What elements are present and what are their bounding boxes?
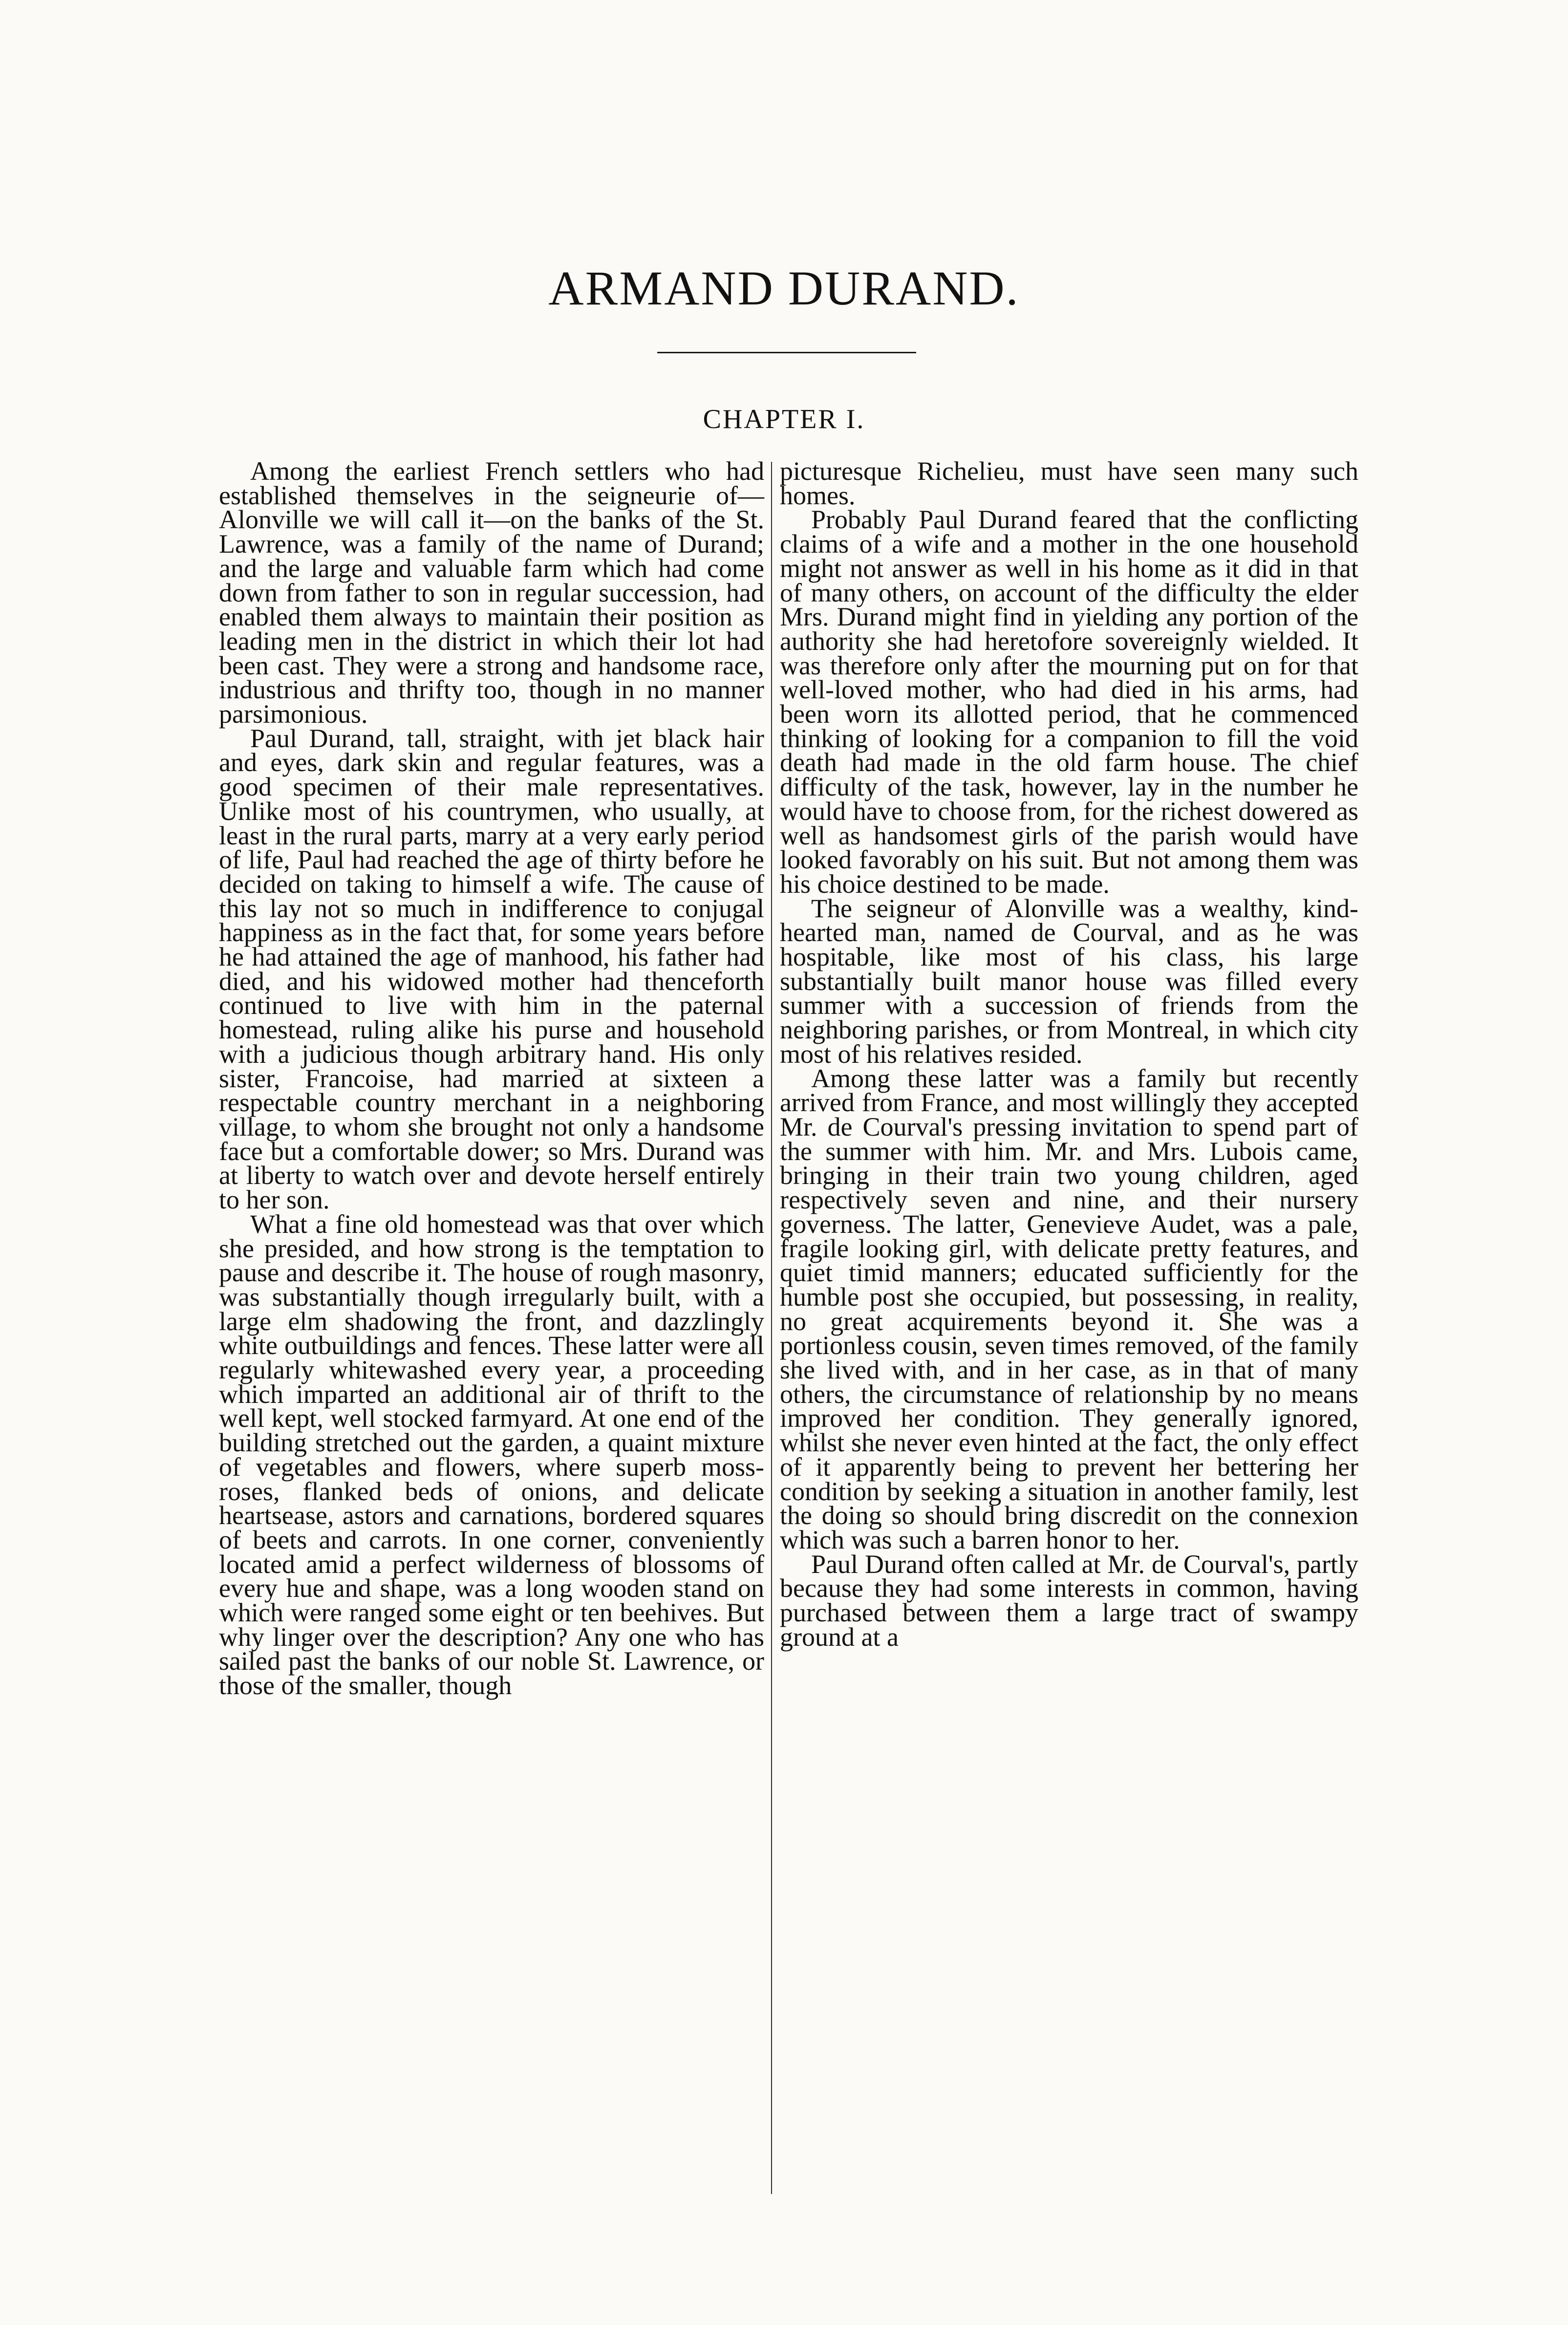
paragraph: The seigneur of Alonville was a wealthy, kind-hearted man, named de Courval, and as he was hospitable, like most of his class, his large substantially built manor house was filled every summer with a succession of friends from the neighboring parishes, or from Montreal, in which city most of his relatives resided. [780, 893, 1358, 1069]
paragraph: Probably Paul Durand feared that the conflicting claims of a wife and a mother in the one household might not answer as well in his home as it did in that of many others, on account of the difficulty the elder Mrs. Durand might find in yielding any portion of the authority she had heretofore sovereignly wielded. It was therefore only after the mourning put on for that well-loved mother, who had died in his arms, had been worn its allotted period, that he commenced thinking of looking for a companion to fill the void death had made in the old farm house. The chief difficulty of the task, however, lay in the number he would have to choose from, for the richest dowered as well as handsomest girls of the parish would have looked favorably on his suit. But not among them was his choice destined to be made. [780, 505, 1358, 899]
paragraph: Paul Durand often called at Mr. de Courval's, partly because they had some interests in common, having purchased between them a large tract of swampy ground at a [780, 1549, 1358, 1652]
paragraph: Paul Durand, tall, straight, with jet black hair and eyes, dark skin and regular features, was a good specimen of their male representatives. Unlike most of his countrymen, who usually, at least in the rural parts, marry at a very early period of life, Paul had reached the age of thirty before he decided on taking to himself a wife. The cause of this lay not so much in indifference to conjugal happiness as in the fact that, for some years before he had attained the age of manhood, his father had died, and his widowed mother had thenceforth continued to live with him in the paternal homestead, ruling alike his purse and household with a judicious though arbitrary hand. His only sister, Francoise, had married at sixteen a respectable country merchant in a neighboring village, to whom she brought not only a handsome face but a comfortable dower; so Mrs. Durand was at liberty to watch over and devote herself entirely to her son. [219, 723, 764, 1215]
chapter-heading: CHAPTER I. [703, 404, 865, 434]
paragraph: What a fine old homestead was that over which she presided, and how strong is the temptation to pause and describe it. The house of rough masonry, was substantially though irregularly built, with a large elm shadowing the front, and dazzlingly white outbuildings and fences. These latter were all regularly whitewashed every year, a proceeding which imparted an additional air of thrift to the well kept, well stocked farmyard. At one end of the building stretched out the garden, a quaint mixture of vegetables and flowers, where superb moss-roses, flanked beds of onions, and delicate heartsease, astors and carnations, bordered squares of beets and carrots. In one corner, conveniently located amid a perfect wilderness of blossoms of every hue and shape, was a long wooden stand on which were ranged some eight or ten beehives. But why linger over the description? Any one who has sailed past the banks of our noble St. Lawrence, or those of the smaller, though [219, 1209, 764, 1701]
column-divider [771, 462, 772, 2194]
right-column [780, 456, 1358, 1652]
paragraph: Among the earliest French settlers who had established themselves in the seigneurie of—Alonville we will call it—on the banks of the St. Lawrence, was a family of the name of Durand; and the large and valuable farm which had come down from father to son in regular succession, had enabled them always to maintain their position as leading men in the district in which their lot had been cast. They were a strong and handsome race, industrious and thrifty too, though in no manner parsimonious. [219, 456, 764, 729]
paragraph-continuation: picturesque Richelieu, must have seen many such homes. [780, 456, 1358, 510]
left-column [219, 456, 764, 1701]
title-rule [657, 352, 916, 353]
paragraph: Among these latter was a family but recently arrived from France, and most willingly they accepted Mr. de Courval's pressing invitation to spend part of the summer with him. Mr. and Mrs. Lubois came, bringing in their train two young children, aged respectively seven and nine, and their nursery governess. The latter, Genevieve Audet, was a pale, fragile looking girl, with delicate pretty features, and quiet timid manners; educated sufficiently for the humble post she occupied, but possessing, in reality, no great acquirements beyond it. She was a portionless cousin, seven times removed, of the family she lived with, and in her case, as in that of many others, the circumstance of relationship by no means improved her condition. They generally ignored, whilst she never even hinted at the fact, the only effect of it apparently being to prevent her bettering her condition by seeking a situation in another family, lest the doing so should bring discredit on the connexion which was such a barren honor to her. [780, 1063, 1358, 1554]
page-title: ARMAND DURAND. [548, 261, 1020, 315]
